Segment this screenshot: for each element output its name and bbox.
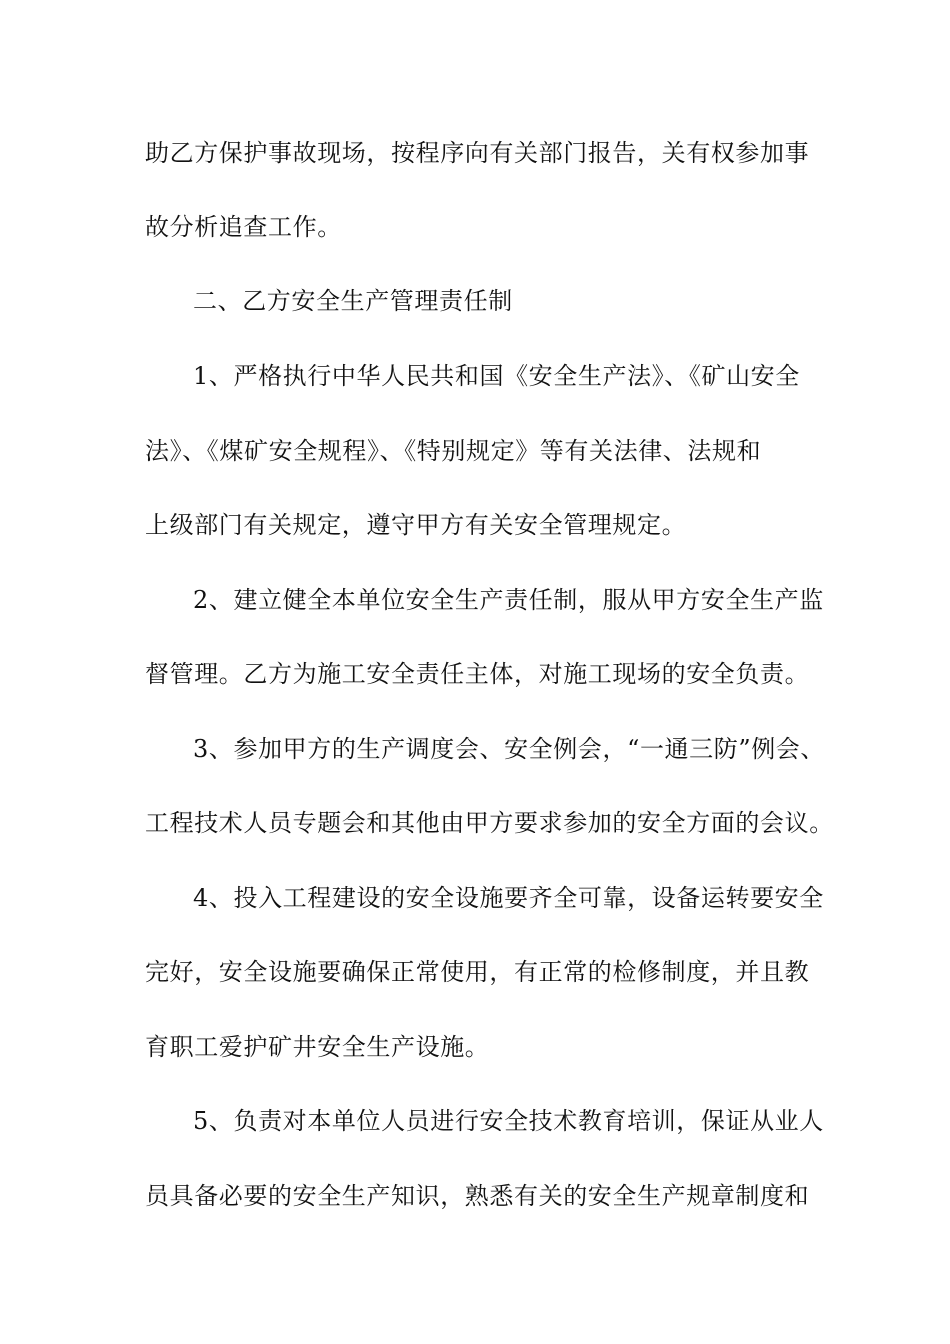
- paragraph-line: 3、参加甲方的生产调度会、安全例会，“一通三防”例会、: [193, 735, 826, 763]
- section-heading: 二、乙方安全生产管理责任制: [193, 287, 513, 315]
- paragraph-line: 5、负责对本单位人员进行安全技术教育培训，保证从业人: [193, 1107, 824, 1135]
- paragraph-line: 4、投入工程建设的安全设施要齐全可靠，设备运转要安全: [193, 884, 824, 912]
- paragraph-line: 法》、《煤矿安全规程》、《特别规定》等有关法律、法规和: [145, 437, 762, 465]
- paragraph-line: 助乙方保护事故现场，按程序向有关部门报告，关有权参加事: [145, 139, 810, 167]
- paragraph-line: 员具备必要的安全生产知识，熟悉有关的安全生产规章制度和: [145, 1182, 810, 1210]
- paragraph-line: 1、严格执行中华人民共和国《安全生产法》、《矿山安全: [193, 362, 800, 390]
- paragraph-line: 育职工爱护矿井安全生产设施。: [145, 1033, 490, 1061]
- paragraph-line: 工程技术人员专题会和其他由甲方要求参加的安全方面的会议。: [145, 809, 834, 837]
- paragraph-line: 上级部门有关规定，遵守甲方有关安全管理规定。: [145, 511, 687, 539]
- paragraph-line: 督管理。乙方为施工安全责任主体，对施工现场的安全负责。: [145, 660, 810, 688]
- paragraph-line: 2、建立健全本单位安全生产责任制，服从甲方安全生产监: [193, 586, 824, 614]
- paragraph-line: 故分析追查工作。: [145, 213, 342, 241]
- paragraph-line: 完好，安全设施要确保正常使用，有正常的检修制度，并且教: [145, 958, 810, 986]
